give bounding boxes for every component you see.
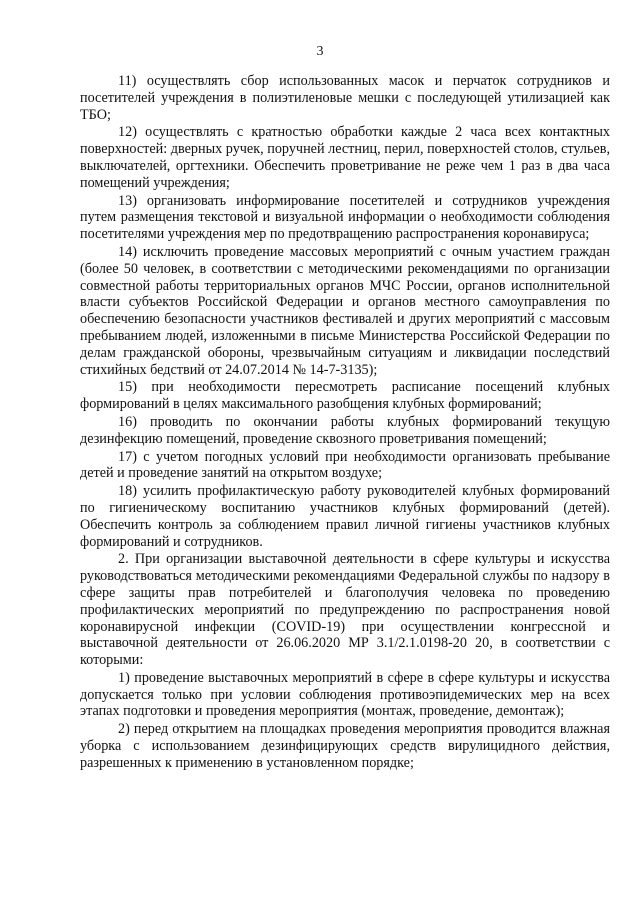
item-17: 17) с учетом погодных условий при необходимости организовать пребывание детей и проведение занятий на открытом воздухе; [80, 448, 610, 482]
item-12: 12) осуществлять с кратностью обработки каждые 2 часа всех контактных поверхностей: дверных ручек, поручней лестниц, перил, поверхностей столов, стульев, выключателей, оргтехники. Обеспечить проветривание не реже чем 1 раз в два часа помещений учреждения; [80, 124, 610, 191]
item-11: 11) осуществлять сбор использованных масок и перчаток сотрудников и посетителей учреждения в полиэтиленовые мешки с последующей утилизацией как ТБО; [80, 73, 610, 123]
item-16: 16) проводить по окончании работы клубных формирований текущую дезинфекцию помещений, проведение сквозного проветривания помещений; [80, 413, 610, 447]
section-2-item-1: 1) проведение выставочных мероприятий в сфере в сфере культуры и искусства допускается только при условии соблюдения противоэпидемических мер на всех этапах подготовки и проведения мероприятия (монтаж, проведение, демонтаж); [80, 669, 610, 720]
item-15: 15) при необходимости пересмотреть расписание посещений клубных формирований в целях максимального разобщения клубных формирований; [80, 379, 610, 413]
item-14: 14) исключить проведение массовых мероприятий с очным участием граждан (более 50 человек, в соответствии с методическими рекомендациями по организации совместной работы территориальных органов МЧС России, органов исполнительной власти субъектов Российской Федерации и органов местного самоуправления по обеспечению безопасности участников фестивалей и других мероприятий с массовым пребыванием людей, изложенными в письме Министерства Российской Федерации по делам гражданской обороны, чрезвычайным ситуациям и ликвидации последствий стихийных бедствий от 24.07.2014 № 14-7-3135); [80, 243, 610, 378]
section-2: 2. При организации выставочной деятельности в сфере культуры и искусства руководствоваться методическими рекомендациями Федеральной службы по надзору в сфере защиты прав потребителей и благополучия человека по проведению профилактических мероприятий по предупреждению по распространения новой коронавирусной инфекции (COVID-19) при осуществлении конгрессной и выставочной деятельности от 26.06.2020 МР 3.1/2.1.0198-20 20, в соответствии с которыми: [80, 551, 610, 669]
document-body [80, 73, 610, 773]
page-number: 3 [316, 44, 324, 59]
item-13: 13) организовать информирование посетителей и сотрудников учреждения путем размещения текстовой и визуальной информации о необходимости соблюдения посетителями учреждения мер по предотвращению распространения коронавируса; [80, 192, 610, 243]
section-2-item-2: 2) перед открытием на площадках проведения мероприятия проводится влажная уборка с использованием дезинфицирующих средств вирулицидного действия, разрешенных к применению в установленном порядке; [80, 721, 610, 771]
item-18: 18) усилить профилактическую работу руководителей клубных формирований по гигиеническому воспитанию участников клубных формирований (детей). Обеспечить контроль за соблюдением правил личной гигиены участников клубных формирований и сотрудников. [80, 483, 610, 550]
